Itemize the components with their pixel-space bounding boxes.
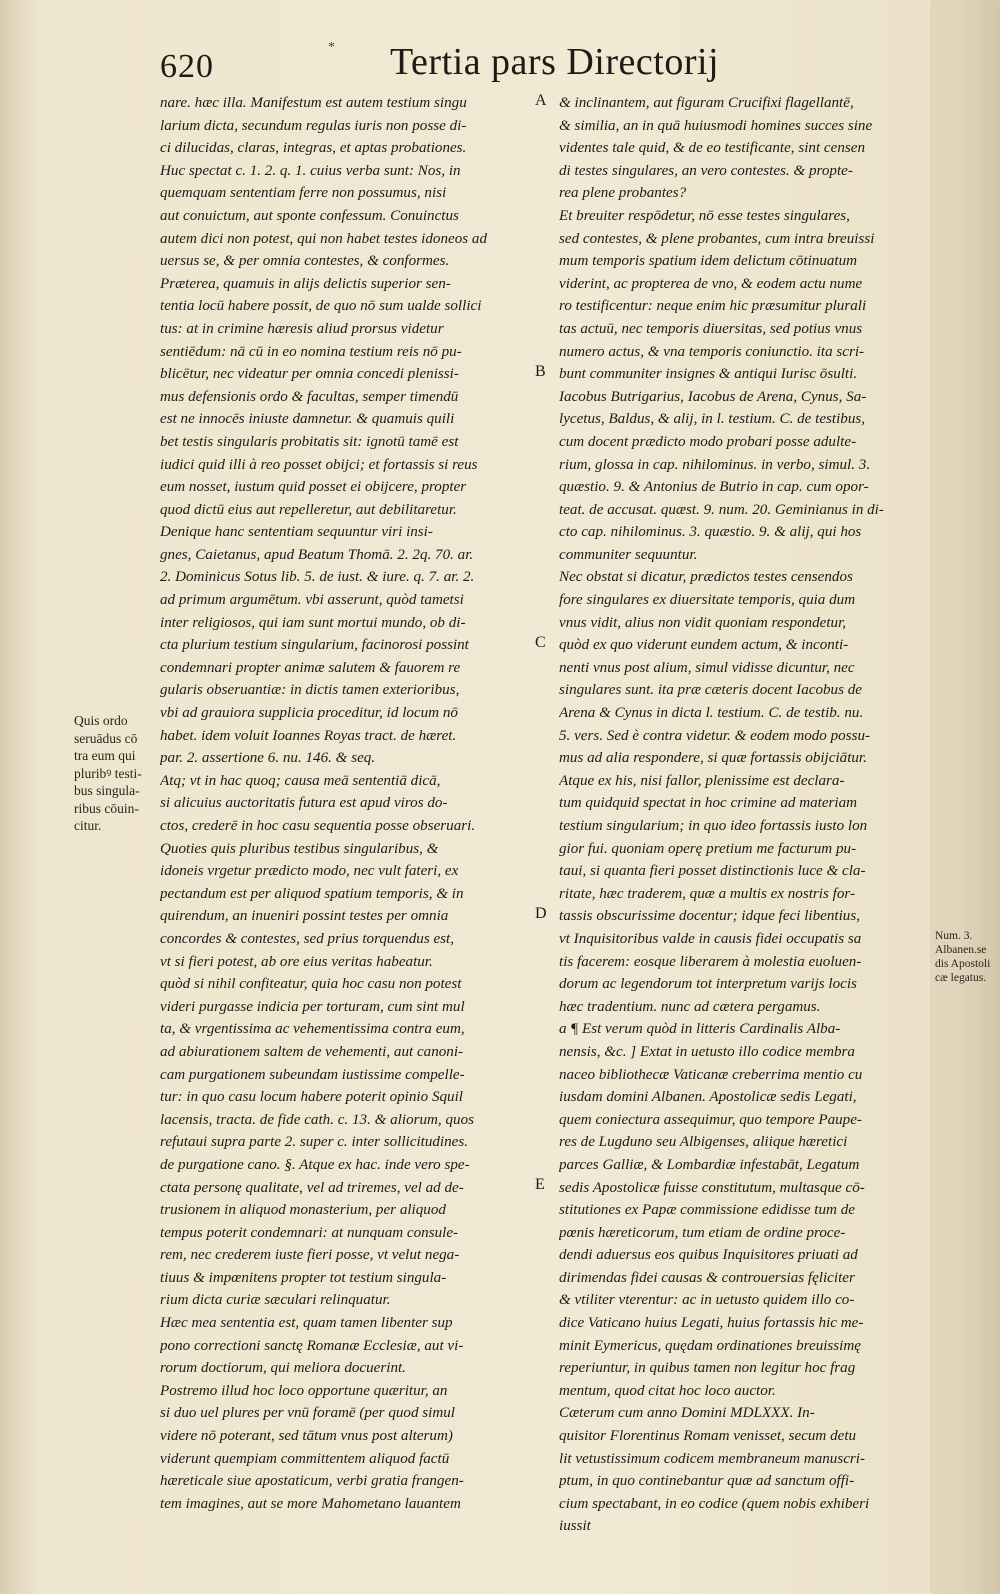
text-line: cium spectabant, in eo codice (quem nobis exhiberi [559, 1495, 870, 1512]
text-line: dice Vaticano huius Legati, huius fortassis hic me- [559, 1315, 864, 1332]
text-line: hæc tradentium. nunc ad cætera pergamus. [559, 998, 821, 1015]
text-line: nare. hæc illa. Manifestum est autem testium singu [160, 95, 467, 111]
text-line: vt si fieri potest, ab ore eius veritas habeatur. [160, 953, 433, 970]
text-line: quòd si nihil confiteatur, quia hoc casu non potest [160, 976, 462, 993]
text-line: bus singula- [74, 783, 140, 798]
text-line: Quis ordo [74, 713, 128, 728]
text-line: iusdam domini Albanen. Apostolicæ sedis Legati, [559, 1089, 857, 1106]
text-line: est ne innocēs iniuste damnetur. & quamuis quili [160, 411, 455, 428]
text-line: tempus poterit condemnari: at nunquam consule- [160, 1224, 459, 1241]
text-line: ritate, hæc traderem, quæ a multis ex nostris for- [559, 885, 855, 902]
text-line: Iacobus Butrigarius, Iacobus de Arena, Cynus, Sa- [559, 388, 867, 405]
text-line: rorum doctiorum, qui meliora docuerint. [160, 1360, 406, 1377]
ornament-mark: * [328, 40, 335, 55]
text-line: & similia, an in quā huiusmodi homines succes sine [559, 117, 873, 134]
text-line: pœnis hæreticorum, tum etiam de ordine proce- [559, 1224, 846, 1241]
section-letter-d: D [535, 905, 547, 922]
text-line: larium dicta, secundum regulas iuris non posse di- [160, 117, 467, 134]
text-line: di testes singulares, an vero contestes. & propte- [559, 162, 853, 179]
text-line: aut conuictum, aut sponte confessum. Conuinctus [160, 207, 459, 224]
text-line: tra eum qui [74, 748, 136, 763]
text-line: hæreticale siue apostaticum, verbi gratia frangen- [160, 1473, 464, 1490]
text-line: nensis, &c. ] Extat in uetusto illo codice membra [559, 1043, 855, 1060]
text-line: stitutiones ex Papæ commissione edidisse tum de [559, 1202, 855, 1219]
text-line: dendi aduersus eos quibus Inquisitores priuati ad [559, 1247, 858, 1264]
text-line: tis facerem: eosque liberarem à molestia euoluen- [559, 953, 862, 970]
text-line: Denique hanc sententiam sequuntur viri insi- [160, 524, 433, 541]
text-line: cæ legatus. [935, 972, 987, 984]
text-line: quæstio. 9. & Antonius de Butrio in cap. cum opor- [559, 479, 869, 496]
text-line: Cæterum cum anno Domini MDLXXX. In- [559, 1405, 815, 1422]
text-line: par. 2. assertione 6. nu. 146. & seq. [160, 750, 376, 767]
section-letter-b: B [535, 363, 546, 380]
text-line: ci dilucidas, claras, integras, et aptas probationes. [160, 140, 467, 157]
text-line: quod dictū eius aut repelleretur, aut debilitaretur. [160, 501, 457, 518]
text-line: tur: in quo casu locum habere poterit opinio Squil [160, 1089, 463, 1106]
text-line: trusionem in aliquod monasterium, per aliquod [160, 1202, 446, 1219]
text-line: lacensis, tracta. de fide cath. c. 13. & aliorum, quos [160, 1111, 474, 1128]
text-line: communiter sequuntur. [559, 546, 698, 563]
text-line: quisitor Florentinus Romam venisset, secum detu [559, 1428, 857, 1445]
text-line: habet. idem voluit Ioannes Royas tract. de hæret. [160, 727, 457, 744]
text-line: Hæc mea sententia est, quam tamen libenter sup [160, 1315, 453, 1332]
text-line: ad primum argumētum. vbi asserunt, quòd tametsi [160, 592, 464, 609]
text-line: tem imagines, aut se more Mahometano lauantem [160, 1495, 461, 1512]
text-line: singulares sunt. ita præ cæteris docent Iacobus de [559, 682, 862, 699]
text-line: tum quidquid spectat in hoc crimine ad materiam [559, 795, 858, 812]
text-line: sed contestes, & plene probantes, cum intra breuissi [559, 230, 875, 247]
text-line: cum docent prædicto modo probari posse adulte- [559, 433, 857, 450]
section-letter-e: E [535, 1176, 545, 1193]
text-line: dis Apostoli [935, 958, 991, 970]
text-line: videri purgasse indicia per torturam, cum sint mul [160, 998, 465, 1015]
text-line: seruādus cō [74, 730, 138, 746]
page-edge-shadow [930, 0, 1000, 1594]
text-line: ctos, crederē in hoc casu sequentia posse obseruari. [160, 818, 476, 834]
text-line: idoneis vrgetur prædicto modo, nec vult fateri, ex [160, 863, 459, 880]
text-line: taui, si quanta fieri posset distinctionis luce & cla- [559, 863, 866, 880]
text-line: pono correctioni sanctę Romanæ Ecclesiæ, aut vi- [160, 1337, 464, 1354]
text-line: parces Galliæ, & Lombardiæ infestabāt, Legatum [559, 1156, 860, 1173]
text-line: Huc spectat c. 1. 2. q. 1. cuius verba sunt: Nos, in [160, 162, 461, 179]
text-line: quirendum, an inueniri possint testes per omnia [160, 908, 449, 925]
text-line: vt Inquisitoribus valde in causis fidei occupatis sa [559, 930, 862, 947]
text-line: quòd ex quo viderunt eundem actum, & inconti- [559, 637, 849, 654]
text-line: eum nosset, iustum quid posset ei obijcere, propter [160, 479, 467, 496]
text-line: ribus cōuin- [74, 800, 139, 816]
text-line: pectandum est per aliquod spatium temporis, & in [160, 885, 464, 902]
text-line: 2. Dominicus Sotus lib. 5. de iust. & iure. q. 7. ar. 2. [160, 569, 475, 586]
text-line: Et breuiter respōdetur, nō esse testes singulares, [559, 207, 850, 224]
text-line: condemnari propter animæ salutem & fauorem re [160, 659, 461, 676]
text-line: lit vetustissimum codicem membraneum manuscri- [559, 1450, 866, 1467]
text-line: 5. vers. Sed è contra videtur. & eodem modo possu- [559, 727, 871, 744]
text-line: res de Lugduno seu Albigenses, aliique hæretici [559, 1134, 848, 1151]
text-line: dirimendas fidei causas & controuersias fęliciter [559, 1269, 855, 1286]
text-line: mus defensionis ordo & facultas, semper timendū [160, 388, 459, 405]
text-line: iussit [559, 1518, 591, 1535]
text-line: gularis obseruantiæ: in dictis tamen exterioribus, [160, 682, 460, 699]
text-line: tentia locū habere possit, de quo nō sum ualde sollici [160, 298, 482, 315]
text-line: bunt communiter insignes & antiqui Iurisc ōsulti. [559, 366, 858, 383]
text-line: videntes tale quid, & de eo testificante, sint censen [559, 140, 865, 157]
text-line: cam purgationem subeundam iustissime compelle- [160, 1066, 465, 1083]
text-line: naceo bibliothecæ Vaticanæ creberrima mentio cu [559, 1066, 863, 1083]
text-line: & vtiliter vterentur: ac in uetusto quidem illo co- [559, 1292, 855, 1309]
text-line: Arena & Cynus in dicta l. testium. C. de testib. nu. [559, 705, 864, 722]
text-line: Atque ex his, nisi fallor, plenissime est declara- [559, 772, 845, 789]
text-line: numero actus, & vna temporis coniunctio. ita scri- [559, 343, 865, 360]
text-line: tassis obscurissime docentur; idque feci libentius, [559, 908, 861, 925]
text-line: Albanen.se [935, 944, 987, 956]
right-text-column [559, 92, 934, 1538]
text-line: Quoties quis pluribus testibus singularibus, & [160, 840, 439, 857]
text-line: tus: at in crimine hæresis aliud prorsus videtur [160, 320, 444, 337]
text-line: fore singulares ex diuersitate temporis, quia dum [559, 592, 856, 609]
text-line: mentum, quod citat hoc loco auctor. [559, 1382, 776, 1399]
text-line: Nec obstat si dicatur, prædictos testes censendos [559, 569, 853, 586]
text-line: sentiēdum: nā cū in eo nomina testium reis nō pu- [160, 343, 462, 360]
text-line: minit Eymericus, quędam ordinationes breuissimę [559, 1337, 861, 1354]
text-line: viderunt quempiam committentem aliquod factū [160, 1450, 450, 1467]
text-line: sedis Apostolicæ fuisse constitutum, multasque cō- [559, 1179, 865, 1196]
text-line: iudici quid illi à reo posset obijci; et fortassis si reus [160, 456, 478, 473]
text-line: quemquam sententiam ferre non possumus, nisi [160, 185, 447, 202]
text-line: si alicuius auctoritatis futura est apud viros do- [160, 795, 448, 812]
text-line: refutaui supra parte 2. super c. inter sollicitudines. [160, 1134, 469, 1151]
page-number: 620 [160, 48, 214, 85]
text-line: vnus vidit, alius non vidit quoniam respondetur, [559, 614, 847, 631]
left-margin-note [74, 712, 156, 835]
text-line: lycetus, Baldus, & alij, in l. testium. C. de testibus, [559, 411, 866, 428]
text-line: rea plene probantes? [559, 185, 687, 202]
section-letter-c: C [535, 634, 546, 651]
text-line: ro testificentur: neque enim hic præsumitur plurali [559, 298, 867, 315]
text-line: testium singularium; in quo ideo fortassis iusto lon [559, 818, 868, 834]
text-line: Postremo illud hoc loco opportune quæritur, an [160, 1382, 448, 1399]
text-line: nenti vnus post alium, simul vidisse dicuntur, nec [559, 659, 855, 676]
text-line: pluribꝰ testi- [74, 765, 142, 781]
text-line: rium dicta curiæ sæculari relinquatur. [160, 1292, 391, 1309]
text-line: viderint, ac propterea de vno, & eodem actu nume [559, 275, 863, 292]
text-line: Num. 3. [935, 930, 973, 942]
text-line: concordes & contestes, sed prius torquendus est, [160, 930, 455, 947]
text-line: inter religiosos, qui iam sunt mortui mundo, ob di- [160, 614, 466, 631]
text-line: autem dici non potest, qui non habet testes idoneos ad [160, 230, 487, 247]
text-line: tas actuū, nec temporis diuersitas, sed potius vnus [559, 320, 863, 337]
right-margin-note [935, 929, 1000, 985]
text-line: quem coniectura assequimur, quo tempore Paupe- [559, 1111, 862, 1128]
left-text-column [160, 92, 535, 1515]
text-line: citur. [74, 818, 102, 833]
text-line: cto cap. nihilominus. 3. quæstio. 9. & alij, qui hos [559, 524, 862, 541]
text-line: vbi ad grauiora supplicia proceditur, id locum nō [160, 705, 458, 722]
text-line: ta, & vrgentissima ac vehementissima contra eum, [160, 1021, 465, 1038]
text-line: de purgatione cano. §. Atque ex hac. inde vero spe- [160, 1156, 470, 1173]
text-line: ad abiurationem saltem de vehementi, aut canoni- [160, 1043, 464, 1060]
text-line: & inclinantem, aut figuram Crucifixi flagellantē, [559, 95, 854, 111]
text-line: gior fui. quoniam operę pretium me facturum pu- [559, 840, 857, 857]
text-line: reperiuntur, in quibus tamen non legitur hoc frag [559, 1360, 856, 1377]
text-line: teat. de accusat. quæst. 9. num. 20. Geminianus in di- [559, 501, 884, 518]
text-line: mum temporis spatium idem delictum cōtinuatum [559, 253, 858, 270]
text-line: blicētur, nec videatur per omnia concedi plenissi- [160, 366, 459, 383]
text-line: si duo uel plures per vnū foramē (per quod simul [160, 1405, 455, 1422]
text-line: ctata personę qualitate, vel ad triremes, vel ad de- [160, 1179, 464, 1196]
text-line: rium, glossa in cap. nihilominus. in verbo, simul. 3. [559, 456, 871, 473]
text-line: ptum, in quo continebantur quæ ad sanctum offi- [559, 1473, 855, 1490]
page-header [160, 40, 820, 90]
text-line: cta plurium testium singularium, facinorosi possint [160, 637, 469, 654]
text-line: videre nō poterant, sed tātum vnus post alterum) [160, 1428, 453, 1445]
text-line: Atq; vt in hac quoq; causa meā sententiā dicā, [160, 772, 441, 789]
text-line: Præterea, quamuis in alijs delictis superior sen- [160, 275, 451, 292]
text-line: a ¶ Est verum quòd in litteris Cardinalis Alba- [559, 1021, 841, 1038]
text-line: mus ad alia respondere, si quæ fortassis obijciātur. [559, 750, 867, 767]
text-line: dorum ac legendorum tot interpretum varijs locis [559, 976, 857, 993]
running-head: Tertia pars Directorij [390, 41, 720, 83]
text-line: rem, nec crederem iuste fieri posse, vt velut nega- [160, 1247, 460, 1264]
text-line: uersus se, & per omnia contestes, & conformes. [160, 253, 450, 270]
section-letter-a: A [535, 92, 547, 109]
text-line: gnes, Caietanus, apud Beatum Thomā. 2. 2q. 70. ar. [160, 546, 474, 563]
text-line: tiuus & impœnitens propter tot testium singula- [160, 1269, 447, 1286]
text-line: bet testis singularis probitatis sit: ignotū tamē est [160, 433, 459, 450]
